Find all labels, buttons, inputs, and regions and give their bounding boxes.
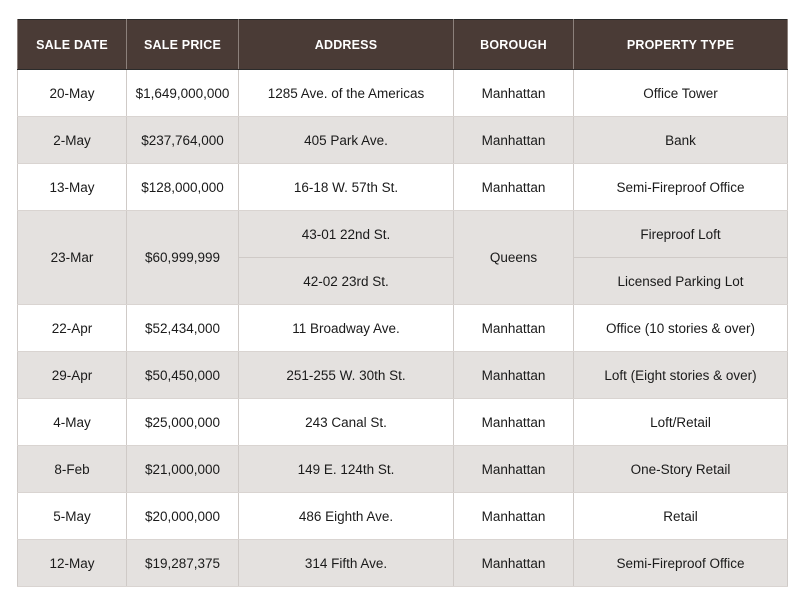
cell-borough: Manhattan <box>454 164 574 211</box>
cell-sale-price: $237,764,000 <box>127 117 239 164</box>
cell-sale-price: $50,450,000 <box>127 352 239 399</box>
cell-address: 42-02 23rd St. <box>239 258 454 305</box>
cell-sale-date: 4-May <box>18 399 127 446</box>
table-row <box>18 446 788 493</box>
cell-property-type: Loft (Eight stories & over) <box>574 352 788 399</box>
cell-property-type: Office (10 stories & over) <box>574 305 788 352</box>
table-row <box>18 211 788 258</box>
cell-sale-price: $128,000,000 <box>127 164 239 211</box>
cell-address: 11 Broadway Ave. <box>239 305 454 352</box>
cell-sale-date: 29-Apr <box>18 352 127 399</box>
cell-property-type: Loft/Retail <box>574 399 788 446</box>
header-sale-price: SALE PRICE <box>127 20 239 70</box>
cell-sale-price: $21,000,000 <box>127 446 239 493</box>
cell-sale-price: $19,287,375 <box>127 540 239 587</box>
table-row <box>18 117 788 164</box>
cell-sale-date: 13-May <box>18 164 127 211</box>
table-row <box>18 164 788 211</box>
cell-borough: Manhattan <box>454 399 574 446</box>
cell-sale-date: 23-Mar <box>18 211 127 305</box>
cell-sale-date: 2-May <box>18 117 127 164</box>
cell-property-type: Retail <box>574 493 788 540</box>
cell-sale-date: 20-May <box>18 70 127 117</box>
cell-address: 314 Fifth Ave. <box>239 540 454 587</box>
cell-property-type: Fireproof Loft <box>574 211 788 258</box>
header-address: ADDRESS <box>239 20 454 70</box>
table-row <box>18 305 788 352</box>
cell-borough: Manhattan <box>454 540 574 587</box>
cell-address: 251-255 W. 30th St. <box>239 352 454 399</box>
cell-property-type: Office Tower <box>574 70 788 117</box>
table-row <box>18 540 788 587</box>
table-header <box>18 20 788 70</box>
header-row <box>18 20 788 70</box>
cell-sale-date: 8-Feb <box>18 446 127 493</box>
cell-address: 405 Park Ave. <box>239 117 454 164</box>
header-sale-date: SALE DATE <box>18 20 127 70</box>
cell-property-type: Licensed Parking Lot <box>574 258 788 305</box>
sales-table-container <box>17 19 787 587</box>
cell-address: 486 Eighth Ave. <box>239 493 454 540</box>
table-row <box>18 493 788 540</box>
cell-property-type: Bank <box>574 117 788 164</box>
cell-sale-date: 5-May <box>18 493 127 540</box>
cell-property-type: Semi-Fireproof Office <box>574 540 788 587</box>
cell-borough: Manhattan <box>454 305 574 352</box>
header-borough: BOROUGH <box>454 20 574 70</box>
cell-borough: Manhattan <box>454 70 574 117</box>
cell-sale-price: $52,434,000 <box>127 305 239 352</box>
cell-sale-date: 22-Apr <box>18 305 127 352</box>
table-body <box>18 70 788 587</box>
cell-property-type: Semi-Fireproof Office <box>574 164 788 211</box>
header-property-type: PROPERTY TYPE <box>574 20 788 70</box>
cell-borough: Manhattan <box>454 493 574 540</box>
cell-borough: Manhattan <box>454 352 574 399</box>
cell-address: 16-18 W. 57th St. <box>239 164 454 211</box>
sales-table <box>17 19 788 587</box>
cell-address: 149 E. 124th St. <box>239 446 454 493</box>
table-row <box>18 352 788 399</box>
cell-property-type: One-Story Retail <box>574 446 788 493</box>
cell-address: 43-01 22nd St. <box>239 211 454 258</box>
cell-sale-date: 12-May <box>18 540 127 587</box>
table-row <box>18 399 788 446</box>
cell-sale-price: $25,000,000 <box>127 399 239 446</box>
cell-borough: Manhattan <box>454 446 574 493</box>
cell-sale-price: $60,999,999 <box>127 211 239 305</box>
cell-address: 1285 Ave. of the Americas <box>239 70 454 117</box>
cell-borough: Manhattan <box>454 117 574 164</box>
cell-borough: Queens <box>454 211 574 305</box>
cell-address: 243 Canal St. <box>239 399 454 446</box>
cell-sale-price: $1,649,000,000 <box>127 70 239 117</box>
table-row <box>18 70 788 117</box>
cell-sale-price: $20,000,000 <box>127 493 239 540</box>
